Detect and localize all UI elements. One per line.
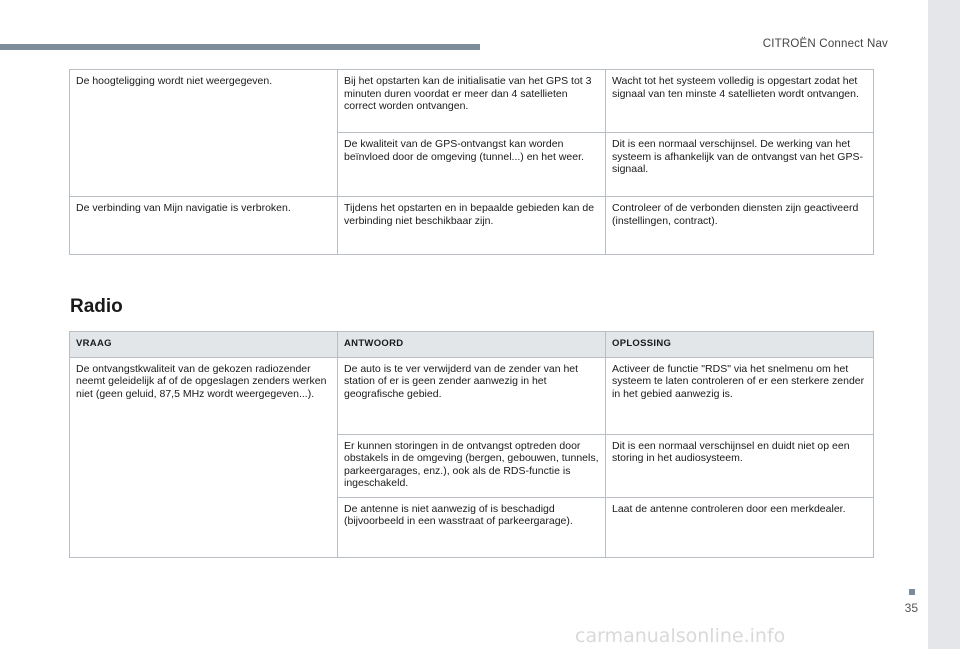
table-row: [70, 357, 874, 434]
answer-cell: De auto is te ver verwijderd van de zender van het station of er is geen zender aanwezig in het geografische gebied.: [338, 357, 606, 434]
watermark: carmanualsonline.info: [575, 625, 786, 647]
table-row: [70, 197, 874, 255]
solution-cell: Dit is een normaal verschijnsel. De werking van het systeem is afhankelijk van de ontvangst van het GPS-signaal.: [606, 133, 874, 197]
header-rule: [0, 44, 480, 50]
answer-cell: De antenne is niet aanwezig of is beschadigd (bijvoorbeeld in een wasstraat of parkeergarage).: [338, 497, 606, 557]
table-row: [70, 70, 874, 133]
header-title: CITROËN Connect Nav: [762, 38, 888, 50]
radio-troubleshooting-table: [69, 331, 874, 558]
answer-cell: Bij het opstarten kan de initialisatie van het GPS tot 3 minuten duren voordat er meer dan 4 satellieten correct worden ontvangen.: [338, 70, 606, 133]
solution-cell: Dit is een normaal verschijnsel en duidt niet op een storing in het audiosysteem.: [606, 434, 874, 497]
question-cell: De verbinding van Mijn navigatie is verbroken.: [70, 197, 338, 255]
page-marker: [909, 589, 915, 595]
page-side-band: [928, 0, 960, 649]
header-solution: OPLOSSING: [606, 332, 874, 358]
question-cell: De hoogteligging wordt niet weergegeven.: [70, 70, 338, 197]
solution-cell: Wacht tot het systeem volledig is opgestart zodat het signaal van ten minste 4 satellieten wordt ontvangen.: [606, 70, 874, 133]
answer-cell: Er kunnen storingen in de ontvangst optreden door obstakels in de omgeving (bergen, gebouwen, tunnels, parkeergarages, enz.), ook als de RDS-functie is ingeschakeld.: [338, 434, 606, 497]
header-question: VRAAG: [70, 332, 338, 358]
page-number: 35: [904, 601, 918, 615]
solution-cell: Activeer de functie "RDS" via het snelmenu om het systeem te laten controleren of er een sterkere zender in het gebied aanwezig is.: [606, 357, 874, 434]
table-header-row: [70, 332, 874, 358]
solution-cell: Controleer of de verbonden diensten zijn geactiveerd (instellingen, contract).: [606, 197, 874, 255]
solution-cell: Laat de antenne controleren door een merkdealer.: [606, 497, 874, 557]
section-title-radio: Radio: [70, 296, 123, 317]
answer-cell: Tijdens het opstarten en in bepaalde gebieden kan de verbinding niet beschikbaar zijn.: [338, 197, 606, 255]
gps-troubleshooting-table: [69, 69, 874, 255]
header-answer: ANTWOORD: [338, 332, 606, 358]
answer-cell: De kwaliteit van de GPS-ontvangst kan worden beïnvloed door de omgeving (tunnel...) en het weer.: [338, 133, 606, 197]
question-cell: De ontvangstkwaliteit van de gekozen radiozender neemt geleidelijk af of de opgeslagen zenders werken niet (geen geluid, 87,5 MHz wordt weergegeven...).: [70, 357, 338, 557]
